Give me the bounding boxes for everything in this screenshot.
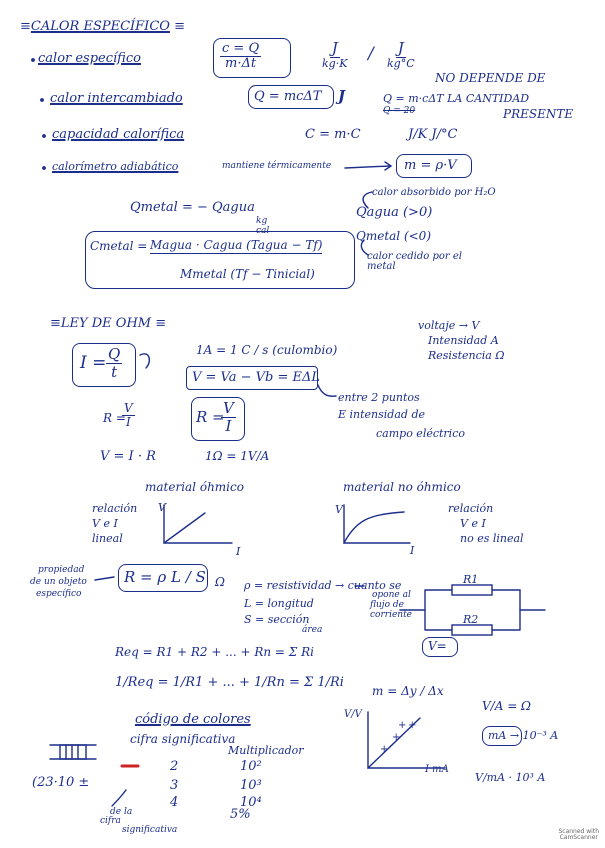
qagua-positive: Qagua (>0) — [356, 205, 433, 220]
section2-title: ≡LEY DE OHM ≡ — [50, 316, 167, 331]
cmetal-num: Magua · Cagua (Tagua − Tf) — [150, 238, 323, 252]
row-3-mult: 10⁴ — [240, 795, 262, 810]
vir-formula: V = I · R — [100, 449, 156, 464]
req-parallel: 1/Req = 1/R1 + ... + 1/Rn = Σ 1/Ri — [115, 675, 344, 690]
bullet-4 — [43, 167, 45, 169]
calorimetro-label: calorímetro adiabático — [52, 160, 179, 173]
graph2-axes — [344, 505, 410, 543]
calor-intercambiado-formula: Q = mcΔT — [254, 89, 322, 104]
tolerance-arrow — [112, 790, 126, 806]
material-ohmico: material óhmico — [145, 480, 244, 494]
row-2-cifra: 3 — [170, 778, 179, 793]
no-depende-note: NO DEPENDE DE — [435, 71, 546, 85]
graph1-text-1: relación — [92, 502, 138, 515]
graph2-xaxis: I — [410, 544, 415, 557]
bullet-3 — [43, 135, 45, 137]
color-band-resistor — [60, 745, 86, 759]
graph1-text-3: lineal — [92, 532, 123, 545]
calorimetro-arrow — [345, 166, 390, 168]
qmetal-cal: cal — [256, 226, 270, 236]
voltage-formula: V = Va − Vb = EΔL — [192, 370, 321, 385]
graph1-axes — [164, 505, 232, 543]
r-box-lhs: R = — [196, 408, 225, 426]
unit-slash: / — [368, 44, 374, 64]
r-box-frac: $\frac{V}{I}$ — [223, 399, 234, 435]
req-series: Req = R1 + R2 + ... + Rn = Σ Ri — [115, 645, 314, 659]
circuit-r2-resistor — [452, 625, 492, 635]
vi-graph-axes — [368, 712, 445, 768]
calorimetro-sub: mantiene térmicamente — [222, 161, 332, 171]
row-3-cifra: 4 — [170, 795, 179, 810]
graph1-line — [164, 513, 205, 543]
rho-note-2: L = longitud — [244, 597, 314, 610]
qmetal-kg: kg — [256, 216, 268, 226]
multiplicador-label: Multiplicador — [228, 744, 304, 757]
section1-title: ≡CALOR ESPECÍFICO ≡ — [20, 19, 185, 34]
row-2-mult: 10³ — [240, 778, 262, 793]
i-arrow — [140, 354, 149, 368]
crossed-note: Q = 20 — [383, 106, 416, 116]
circuit-r1-resistor — [452, 585, 492, 595]
calor-cedido-note: calor cedido por el metal — [367, 251, 462, 272]
graph1-xaxis: I — [236, 545, 241, 558]
graph2-yaxis: V — [335, 503, 343, 516]
unit-j: J — [338, 87, 346, 105]
cantidad-note: Q = m·cΔT LA CANTIDAD — [383, 92, 530, 105]
vi-graph-yaxis: V/V — [344, 709, 362, 720]
circuit-r2: R2 — [463, 613, 479, 626]
row-4-mult: 5% — [230, 807, 251, 822]
bullet-1 — [32, 59, 34, 61]
ma-equation: mA → 10⁻³ A — [488, 729, 559, 742]
calor-especifico-label: calor específico — [38, 51, 141, 66]
calorimetro-formula: m = ρ·V — [404, 158, 457, 173]
bullet-2 — [41, 99, 43, 101]
graph1-yaxis: V — [158, 501, 166, 514]
cedido-arrow — [361, 240, 368, 255]
rho-extra-1: opone al — [372, 590, 411, 600]
row-1-mult: 10² — [240, 759, 262, 774]
color-band-lines — [50, 745, 96, 759]
i-formula-frac: $\frac{Q}{t}$ — [108, 345, 121, 381]
qmetal-negative: Qmetal (<0) — [356, 229, 431, 243]
tolerance-note-2: cifra — [100, 816, 121, 826]
vi-graph-xaxis: I mA — [425, 764, 449, 775]
vi-point-2: + — [392, 732, 401, 743]
calor-intercambiado-label: calor intercambiado — [50, 91, 183, 106]
graph2-text-3: no es lineal — [460, 532, 524, 545]
propiedad-1: propiedad — [38, 565, 85, 575]
row-1-cifra: 2 — [170, 759, 179, 774]
propiedad-2: de un objeto — [30, 577, 87, 587]
circuit-v: V= — [428, 639, 447, 653]
capacidad-formula: C = m·C — [305, 127, 361, 142]
presente-note: PRESENTE — [503, 107, 574, 121]
cmetal-den: Mmetal (Tf − Tinicial) — [180, 267, 315, 281]
qmetal-formula: Qmetal = − Qagua — [130, 200, 255, 215]
unit-equation: V/A = Ω — [482, 699, 532, 713]
tolerance-note-1: de la — [110, 807, 133, 817]
capacidad-unit: J/K J/°C — [408, 127, 458, 142]
absorbido-arrow — [363, 192, 372, 208]
graph1-text-2: V e I — [92, 517, 118, 530]
i-formula-lhs: I = — [80, 353, 107, 373]
vi-point-1: + — [380, 744, 389, 755]
color-bands — [66, 745, 78, 759]
codigo-colores: código de colores — [135, 712, 251, 727]
cifra-significativa: cifra significativa — [130, 732, 236, 746]
ohm-symbol: Ω — [215, 575, 225, 589]
propiedad-3: específico — [36, 589, 82, 599]
tolerance-note-3: significativa — [122, 825, 178, 835]
propiedad-arrow — [95, 577, 114, 580]
graph2-text-2: V e I — [460, 517, 486, 530]
legend-intensidad: Intensidad A — [428, 334, 499, 347]
graph2-curve — [344, 512, 404, 543]
example-code: (23·10 ± — [32, 775, 90, 790]
amp-definition: 1A = 1 C / s (culombio) — [196, 343, 338, 357]
calor-absorbido-note: calor absorbido por H₂O — [372, 187, 496, 198]
camscanner-badge: Scanned with CamScanner — [558, 827, 599, 842]
voltage-note-1: entre 2 puntos — [338, 391, 420, 404]
cmetal-lhs: Cmetal = — [90, 239, 148, 253]
area-label: área — [302, 625, 323, 635]
r-small-lhs: R = — [103, 411, 126, 425]
voltage-arrow — [318, 385, 336, 396]
capacidad-label: capacidad calorífica — [52, 127, 185, 142]
rho-note-1: ρ = resistividad → cuanto se — [244, 579, 402, 592]
unit-jkgk: J kg·K — [322, 39, 348, 70]
resistividad-formula: R = ρ L / S — [124, 568, 206, 586]
rho-extra-3: corriente — [370, 610, 413, 620]
unit-jkgc: J kg°C — [387, 39, 415, 70]
slope-formula: m = Δy / Δx — [372, 684, 444, 698]
circuit-r1: R1 — [463, 573, 479, 586]
vi-point-3: + — [398, 720, 407, 731]
r-small-frac: $\frac{V}{I}$ — [124, 401, 133, 430]
vi-point-4: + — [408, 720, 417, 731]
voltage-note-2: E intensidad de — [338, 408, 425, 421]
circuit-wires — [425, 590, 520, 630]
graph2-text-1: relación — [448, 502, 494, 515]
rho-extra-2: flujo de — [370, 600, 404, 610]
legend-voltaje: voltaje → V — [418, 319, 480, 332]
ratio-equation: V/mA · 10³ A — [475, 771, 546, 784]
calor-especifico-formula: $\frac{c = Q}{m\cdot\Delta t}$ — [222, 41, 260, 72]
material-no-ohmico: material no óhmico — [343, 480, 461, 494]
legend-resistencia: Resistencia Ω — [428, 349, 505, 362]
rho-note-3: S = sección — [244, 613, 310, 626]
voltage-note-3: campo eléctrico — [376, 427, 465, 440]
ohm-unit: 1Ω = 1V/A — [205, 449, 270, 463]
